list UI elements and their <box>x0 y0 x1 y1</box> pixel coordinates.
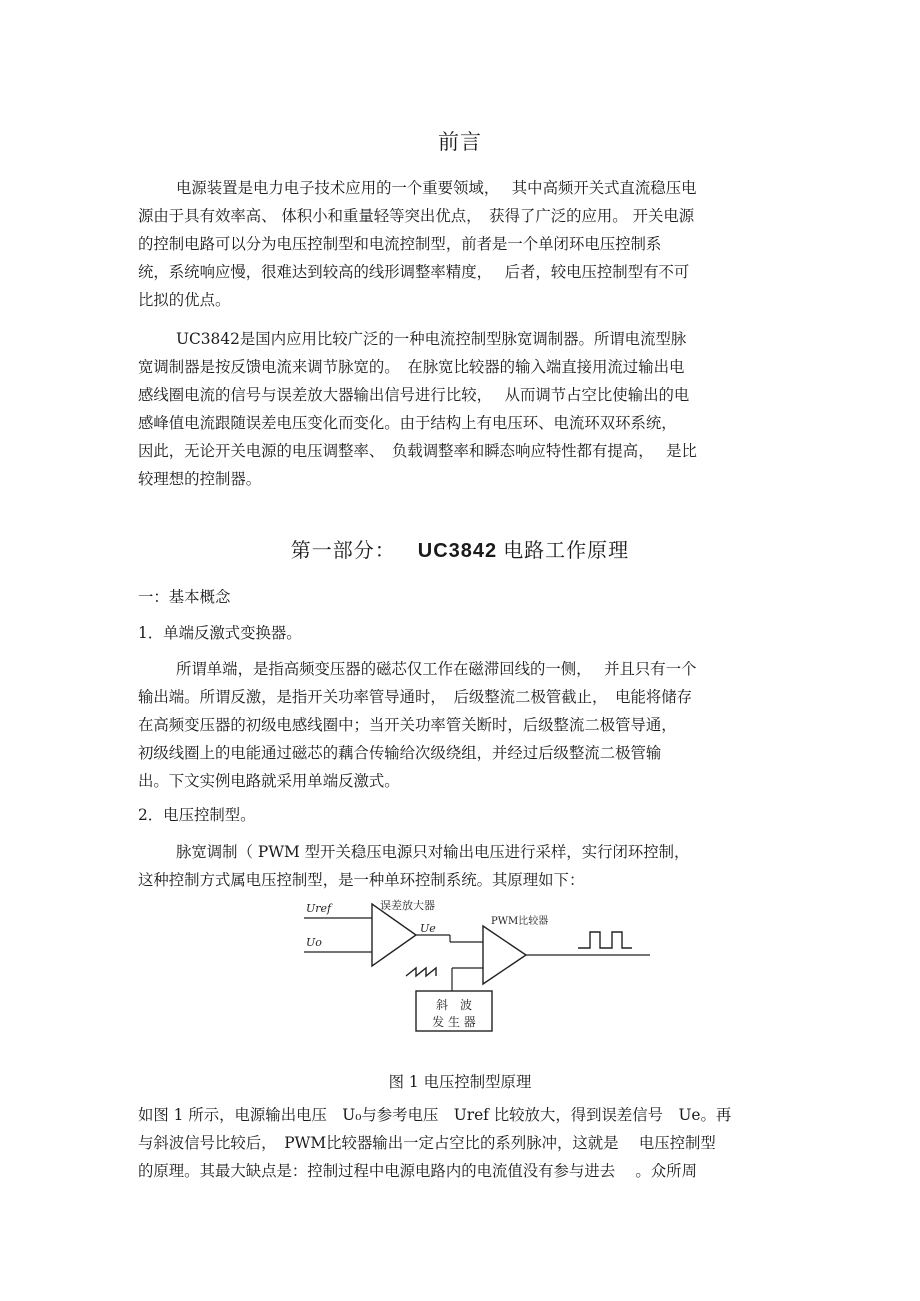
item-heading: 1．单端反激式变换器。 <box>138 624 302 642</box>
text-line: 的原理。其最大缺点是：控制过程中电源电路内的电流值没有参与进去 。众所周 <box>138 1162 697 1180</box>
label-uo: Uo <box>306 936 322 949</box>
text-line: 统，系统响应慢，很难达到较高的线形调整率精度， 后者，较电压控制型有不可 <box>138 263 690 281</box>
voltage-control-diagram <box>300 896 660 1036</box>
text-line: 所谓单端，是指高频变压器的磁芯仅工作在磁滞回线的一侧， 并且只有一个 <box>176 660 697 678</box>
page-title: 前言 <box>438 130 482 154</box>
text-line: 感线圈电流的信号与误差放大器输出信号进行比较， 从而调节占空比使输出的电 <box>138 386 690 404</box>
error-amplifier-symbol <box>372 904 416 966</box>
text-line: 宽调制器是按反馈电流来调节脉宽的。 在脉宽比较器的输入端直接用流过输出电 <box>138 358 685 376</box>
section-title-suffix: 电路工作原理 <box>503 538 630 562</box>
section-title-prefix: 第一部分： <box>290 538 396 562</box>
text-line: 因此，无论开关电源的电压调整率、 负载调整率和瞬态响应特性都有提高， 是比 <box>138 442 697 460</box>
subheading: 一：基本概念 <box>138 588 231 606</box>
label-uref: Uref <box>306 902 332 915</box>
text-line: 初级线圈上的电能通过磁芯的藕合传输给次级绕组，并经过后级整流二极管输 <box>138 744 662 762</box>
text-line: 的控制电路可以分为电压控制型和电流控制型，前者是一个单闭环电压控制系 <box>138 235 662 253</box>
text-line: 电源装置是电力电子技术应用的一个重要领域， 其中高频开关式直流稳压电 <box>176 179 697 197</box>
label-ramp-1: 斜 波 <box>435 998 473 1012</box>
figure-caption: 图 1 电压控制型原理 <box>388 1073 532 1091</box>
text-line: 较理想的控制器。 <box>138 470 262 488</box>
pwm-comparator-symbol <box>483 926 526 984</box>
label-ramp-2: 发 生 器 <box>432 1015 476 1029</box>
label-ue: Ue <box>420 922 436 935</box>
text-line: 这种控制方式属电压控制型，是一种单环控制系统。其原理如下： <box>138 871 585 889</box>
text-line: 比拟的优点。 <box>138 291 231 309</box>
item-heading: 2．电压控制型。 <box>138 806 256 824</box>
text-line: 出。下文实例电路就采用单端反激式。 <box>138 772 400 790</box>
label-error-amp: 误差放大器 <box>380 899 435 912</box>
text-line: 如图 1 所示，电源输出电压 U₀与参考电压 Uref 比较放大，得到误差信号 Ue。再 <box>138 1106 732 1124</box>
section-title-chip: UC3842 <box>417 540 498 562</box>
text-line: UC3842是国内应用比较广泛的一种电流控制型脉宽调制器。所谓电流型脉 <box>176 330 687 348</box>
text-line: 脉宽调制（ PWM 型开关稳压电源只对输出电压进行采样，实行闭环控制， <box>176 843 690 861</box>
text-line: 在高频变压器的初级电感线圈中；当开关功率管关断时，后级整流二极管导通， <box>138 716 677 734</box>
text-line: 源由于具有效率高、 体积小和重量轻等突出优点， 获得了广泛的应用。 开关电源 <box>138 207 695 225</box>
section-title <box>0 534 920 563</box>
text-line: 感峰值电流跟随误差电压变化而变化。由于结构上有电压环、电流环双环系统， <box>138 414 677 432</box>
pulse-waveform <box>578 932 632 948</box>
sawtooth-waveform <box>406 968 436 976</box>
text-line: 与斜波信号比较后， PWM比较器输出一定占空比的系列脉冲，这就是 电压控制型 <box>138 1134 716 1152</box>
label-pwm: PWM比较器 <box>491 916 549 927</box>
text-line: 输出端。所谓反激，是指开关功率管导通时， 后级整流二极管截止， 电能将储存 <box>138 688 693 706</box>
